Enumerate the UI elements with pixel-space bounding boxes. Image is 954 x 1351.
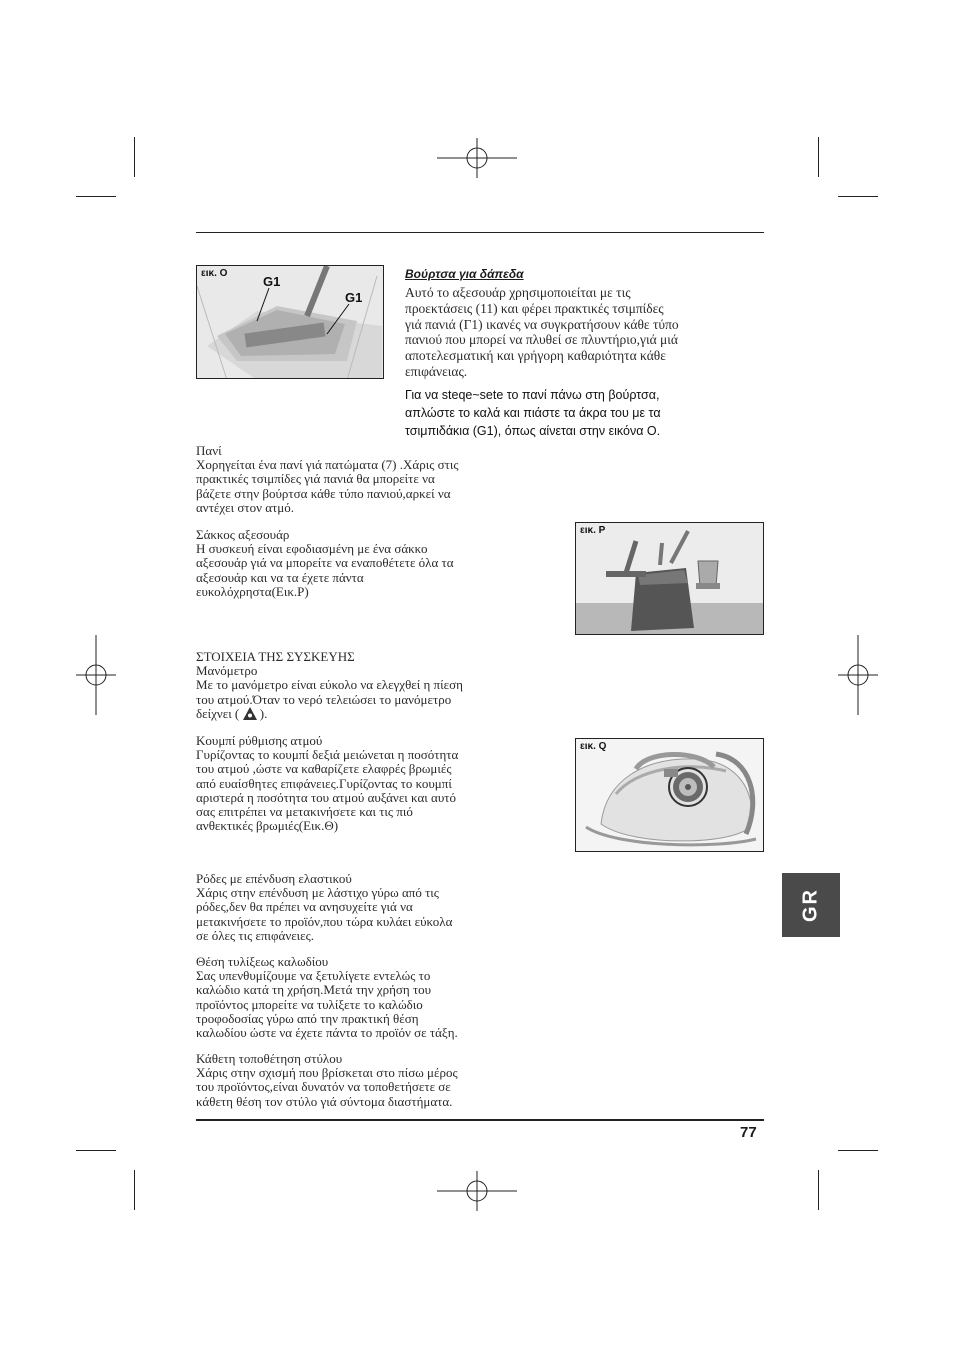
floor-brush-instruction-line: τσιμπιδάκια (G1), όπως αίνεται στην εικόνα O. bbox=[405, 424, 661, 438]
steam-knob-line: αριστερά η ποσότητα του ατμού αυξάνει και αυτό bbox=[196, 789, 456, 805]
crop-mark-bottom-left-vertical bbox=[134, 1170, 135, 1210]
vertical-parking-title: Κάθετη τοποθέτηση στύλου bbox=[196, 1051, 343, 1066]
figure-o-callout-1: G1 bbox=[263, 274, 281, 289]
crop-mark-top-right-vertical bbox=[818, 137, 819, 177]
wheels-line: ρόδες,δεν θα πρέπει να ανησυχείτε γιά να bbox=[196, 899, 413, 915]
accessory-bag-line: αξεσουάρ γιά να μπορείτε να εναποθέτετε όλα τα bbox=[196, 555, 454, 571]
cable-wrap-line: καλωδίου ώστε να έχετε πάντα το προϊόν σε τάξη. bbox=[196, 1025, 458, 1041]
steam-knob-line: σας επιτρέπει να μετακινήσετε και τις πιό bbox=[196, 804, 413, 820]
language-tab bbox=[782, 873, 840, 937]
figure-p-label: εικ. P bbox=[580, 525, 606, 536]
cloth-title: Πανί bbox=[196, 443, 222, 458]
steam-knob-line: Γυρίζοντας το κουμπί δεξιά μειώνεται η ποσότητα bbox=[196, 747, 459, 763]
cable-wrap-line: καλώδιο κατά τη χρήση.Μετά την χρήση του bbox=[196, 982, 432, 998]
cable-wrap-line: Σας υπενθυμίζουμε να ξετυλίγετε εντελώς το bbox=[196, 968, 431, 984]
accessory-bag-line: Η συσκευή είναι εφοδιασμένη με ένα σάκκο bbox=[196, 541, 428, 557]
cloth-line: πρακτικές τσιμπίδες γιά πανιά θα μπορείτε να bbox=[196, 471, 435, 487]
registration-mark-right bbox=[838, 635, 878, 715]
cable-wrap-line: τροφοδοσίας γύρω από την πρακτική θέση bbox=[196, 1010, 419, 1026]
cloth-line: αντέχει στον ατμό. bbox=[196, 499, 294, 515]
cable-wrap-title: Θέση τυλίξεως καλωδίου bbox=[196, 954, 329, 969]
steam-cleaner-illustration bbox=[576, 739, 764, 852]
floor-brush-instruction-line: Για να steqe~sete το πανί πάνω στη βούρτσα, bbox=[405, 388, 660, 402]
device-parts-manometer bbox=[196, 650, 556, 723]
floor-brush-intro-line: γιά πανιά (Γ1) ικανές να συγκρατήσουν κάθε τύπο bbox=[405, 316, 679, 332]
manometer-line: του ατμού.Όταν το νερό τελειώσει το μανόμετρο bbox=[196, 691, 452, 707]
figure-o-callout-2: G1 bbox=[345, 290, 363, 305]
header-rule bbox=[196, 232, 764, 233]
registration-mark-bottom bbox=[437, 1171, 517, 1211]
vertical-parking-line: κάθετη θέση τον στύλο γιά σύντομα διαστήματα. bbox=[196, 1093, 453, 1109]
steam-knob-section bbox=[196, 734, 556, 833]
warning-triangle-icon bbox=[243, 707, 257, 723]
accessory-bag-title: Σάκκος αξεσουάρ bbox=[196, 527, 290, 542]
floor-brush-intro-line: αποτελεσματική και γρήγορη καθαριότητα κάθε bbox=[405, 348, 666, 364]
floor-brush-intro bbox=[405, 285, 763, 380]
vertical-parking-section bbox=[196, 1052, 556, 1109]
floor-brush-intro-line: επιφάνειας. bbox=[405, 363, 468, 379]
crop-mark-top-left-horizontal bbox=[76, 196, 116, 197]
floor-brush-instruction-line: απλώστε το καλά και πιάστε τα άκρα του με τα bbox=[405, 406, 661, 420]
language-tab-label: GR bbox=[799, 888, 822, 922]
cable-wrap-section bbox=[196, 955, 556, 1040]
steam-knob-title: Κουμπί ρύθμισης ατμού bbox=[196, 733, 323, 748]
floor-brush-illustration bbox=[197, 266, 384, 379]
cloth-line: βάζετε στην βούρτσα κάθε τύπο πανιού,αρκεί να bbox=[196, 485, 451, 501]
crop-mark-bottom-left-horizontal bbox=[76, 1150, 116, 1151]
floor-brush-intro-line: προεκτάσεις (11) και φέρει πρακτικές τσιμπίδες bbox=[405, 300, 664, 316]
wheels-line: μετακινήσετε το προϊόν,που τώρα κυλάει εύκολα bbox=[196, 913, 453, 929]
floor-brush-instructions bbox=[405, 386, 763, 440]
figure-q bbox=[575, 738, 764, 852]
figure-o bbox=[196, 265, 384, 379]
wheels-line: Χάρις στην επένδυση με λάστιχο γύρω από τις bbox=[196, 885, 439, 901]
floor-brush-intro-line: πανιού που μπορεί να πλυθεί σε πλυντήριο,γιά μιά bbox=[405, 332, 678, 348]
cable-wrap-line: προϊόντος μπορείτε να τυλίξετε το καλώδιο bbox=[196, 996, 423, 1012]
figure-p bbox=[575, 522, 764, 635]
page-number: 77 bbox=[740, 1124, 757, 1141]
vertical-parking-line: Χάρις στην σχισμή που βρίσκεται στο πίσω μέρος bbox=[196, 1065, 458, 1081]
wheels-title: Ρόδες με επένδυση ελαστικού bbox=[196, 871, 352, 886]
figure-o-label: εικ. O bbox=[201, 268, 228, 279]
cloth-line: Χορηγείται ένα πανί γιά πατώματα (7) .Χάρις στις bbox=[196, 457, 459, 473]
steam-knob-line: ανθεκτικές βρωμιές(Εικ.Θ) bbox=[196, 818, 339, 834]
accessory-bag-illustration bbox=[576, 523, 764, 635]
wheels-section bbox=[196, 872, 556, 943]
crop-mark-bottom-right-horizontal bbox=[838, 1150, 878, 1151]
manometer-line-suffix: ). bbox=[259, 705, 268, 721]
registration-mark-left bbox=[76, 635, 116, 715]
manometer-line-prefix: δείχνει ( bbox=[196, 705, 240, 721]
steam-knob-line: από ευαίσθητες επιφάνειες.Γυρίζοντας το κουμπί bbox=[196, 775, 452, 791]
manometer-title: Μανόμετρο bbox=[196, 663, 258, 679]
figure-q-label: εικ. Q bbox=[580, 741, 607, 752]
crop-mark-bottom-right-vertical bbox=[818, 1170, 819, 1210]
registration-mark-top bbox=[437, 138, 517, 178]
vertical-parking-line: του προϊόντος,είναι δυνατόν να τοποθετήσετε σε bbox=[196, 1079, 451, 1095]
manometer-line: Με το μανόμετρο είναι εύκολο να ελεγχθεί η πίεση bbox=[196, 677, 463, 693]
floor-brush-intro-line: Αυτό το αξεσουάρ χρησιμοποιείται με τις bbox=[405, 285, 631, 300]
manometer-line-last bbox=[196, 707, 556, 723]
accessory-bag-line: ευκολόχρηστα(Εικ.Ρ) bbox=[196, 583, 309, 599]
floor-brush-title: Βούρτσα για δάπεδα bbox=[405, 267, 524, 281]
steam-knob-line: του ατμού ,ώστε να καθαρίζετε ελαφρές βρωμιές bbox=[196, 761, 452, 777]
accessory-bag-line: αξεσουάρ και να τα έχετε πάντα bbox=[196, 569, 364, 585]
cloth-section bbox=[196, 444, 556, 515]
accessory-bag-section bbox=[196, 528, 556, 599]
crop-mark-top-right-horizontal bbox=[838, 196, 878, 197]
crop-mark-top-left-vertical bbox=[134, 137, 135, 177]
device-parts-title: ΣΤΟΙΧΕΙΑ ΤΗΣ ΣΥΣΚΕΥΗΣ bbox=[196, 649, 355, 664]
footer-rule bbox=[196, 1119, 764, 1121]
wheels-line: σε όλες τις επιφάνειες. bbox=[196, 927, 315, 943]
